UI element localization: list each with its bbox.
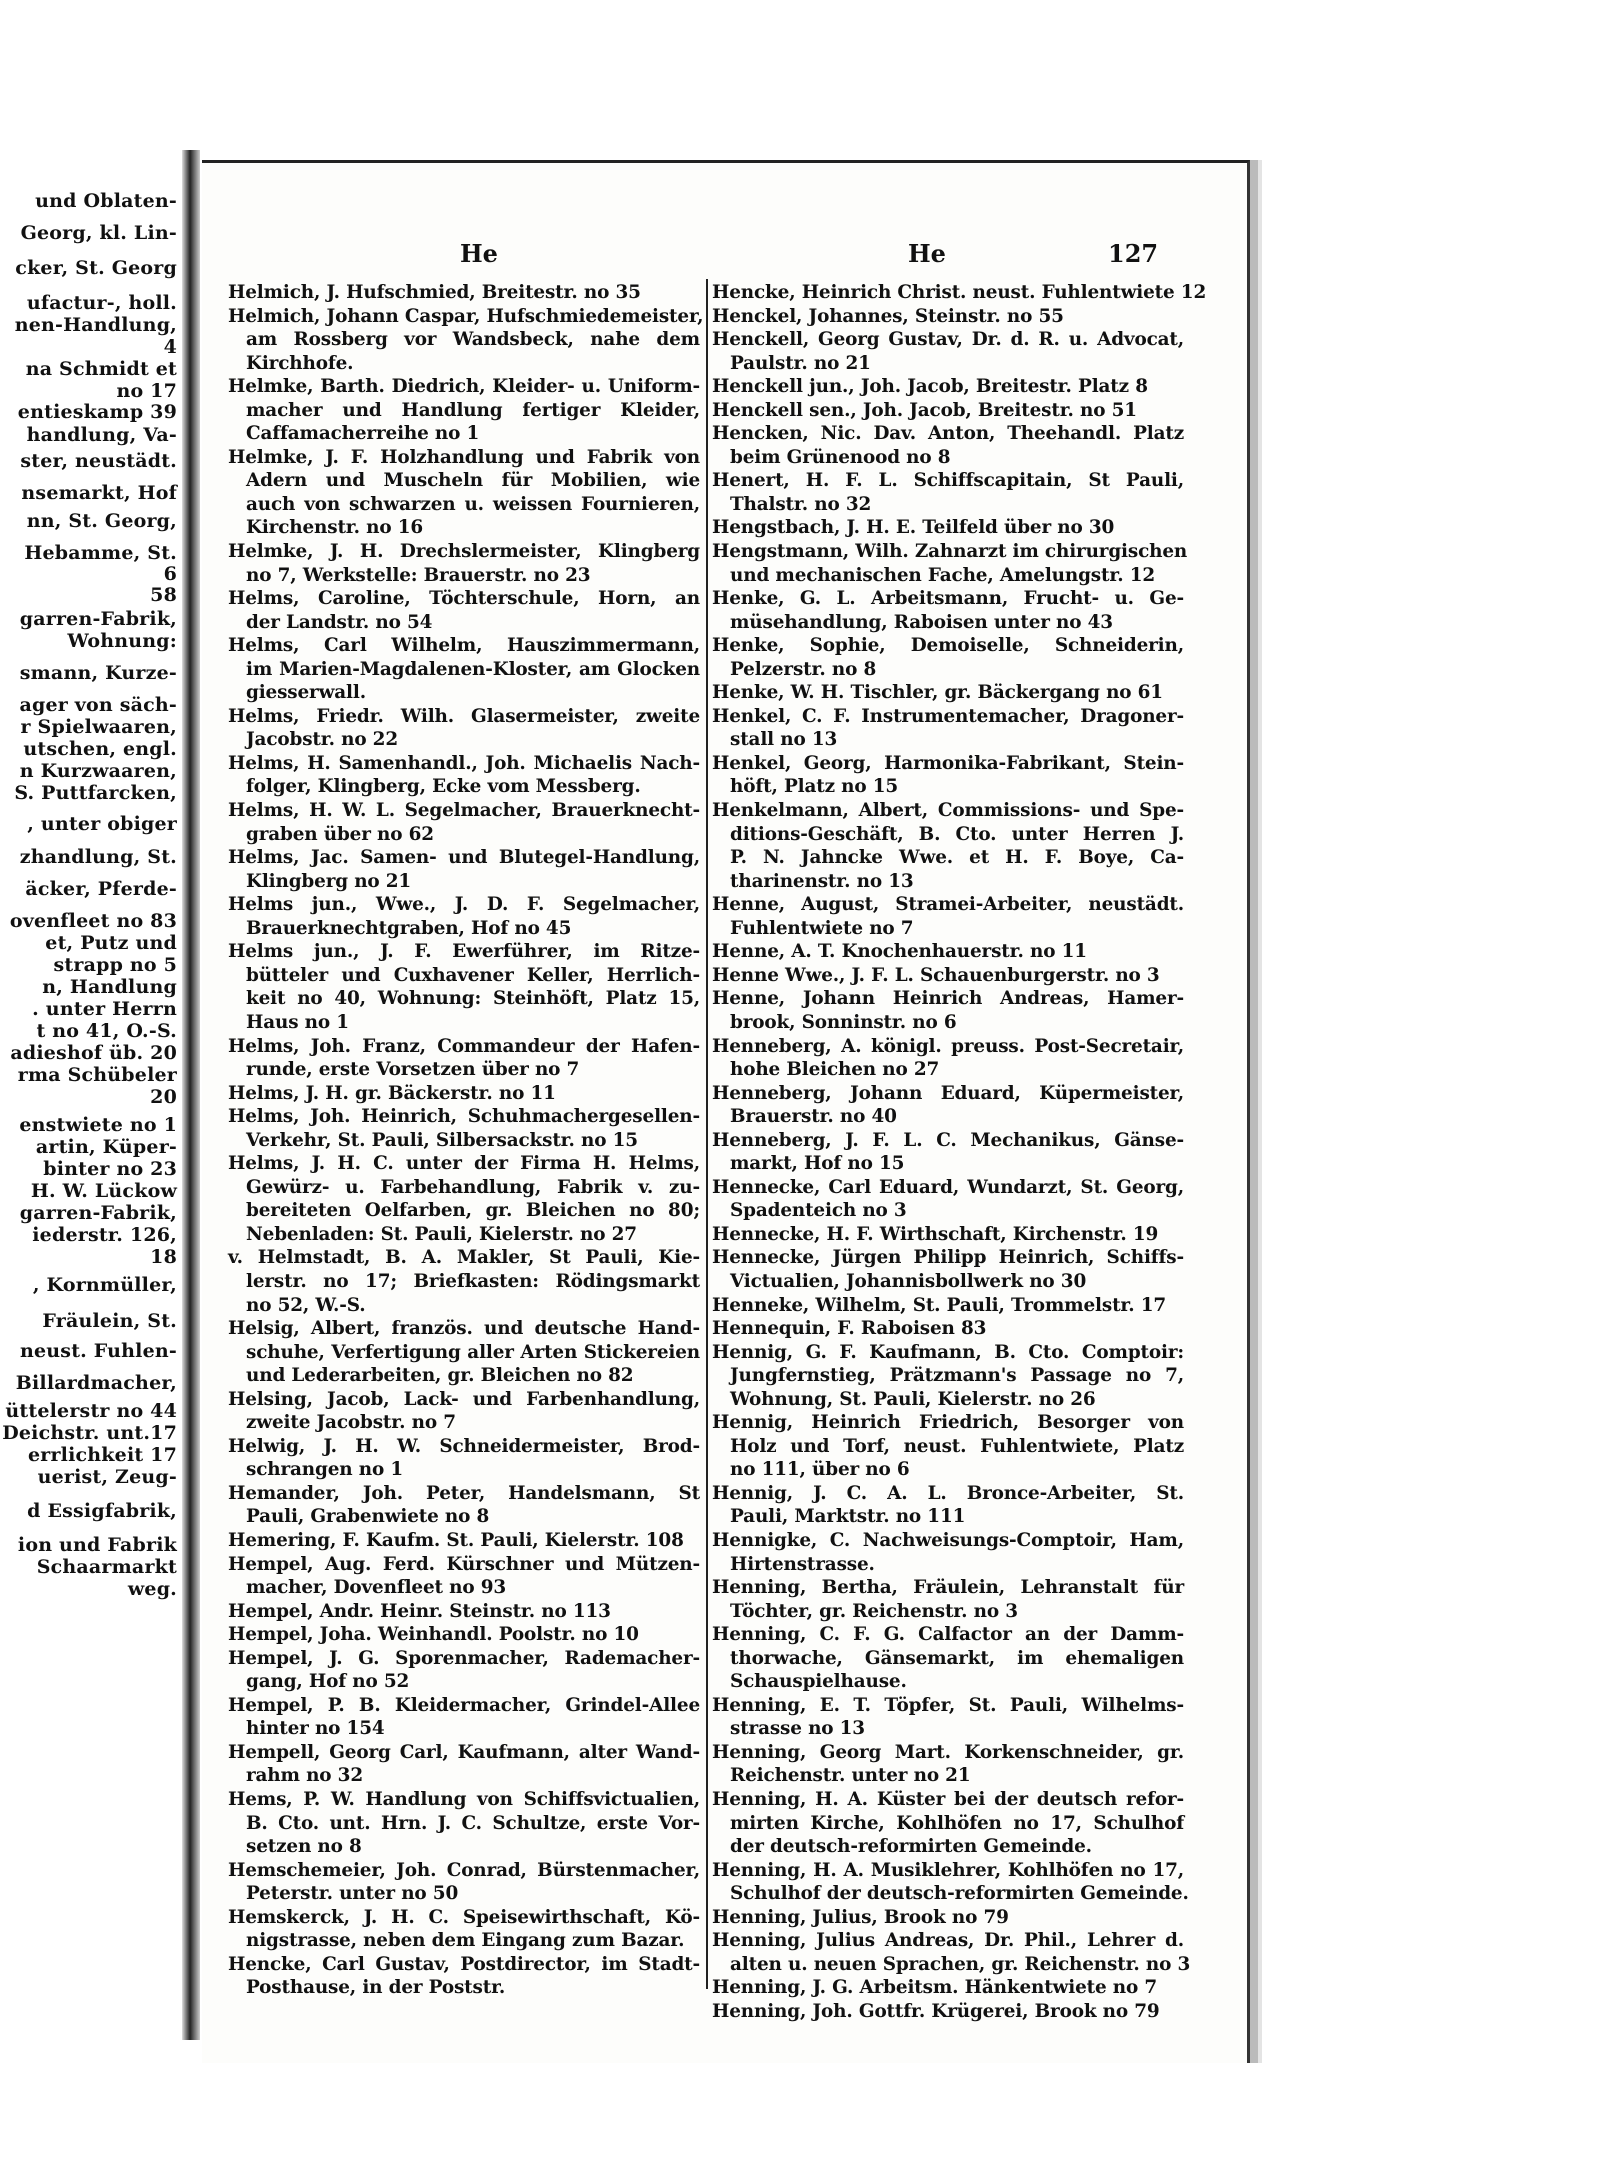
directory-entry-continuation: Holz und Torf, neust. Fuhlentwiete, Platz xyxy=(730,1435,1184,1457)
directory-entry-line: Henkel, C. F. Instrumentemacher, Dragoner- xyxy=(712,705,1184,727)
left-page-fragment: Georg, kl. Lin- xyxy=(20,222,177,244)
directory-entry-line: Hennig, J. C. A. L. Bronce-Arbeiter, St. xyxy=(712,1482,1184,1504)
directory-entry-line: Henkel, Georg, Harmonika-Fabrikant, Stein- xyxy=(712,752,1184,774)
directory-entry-continuation: markt, Hof no 15 xyxy=(730,1153,905,1175)
left-page-fragment: nn, St. Georg, xyxy=(26,510,177,532)
directory-entry-line: Henkelmann, Albert, Commissions- und Spe- xyxy=(712,800,1184,822)
left-page-fragment: garren-Fabrik, xyxy=(19,1202,177,1224)
left-page-fragment: ager von säch- xyxy=(19,694,177,716)
directory-entry-continuation: Nebenladen: St. Pauli, Kielerstr. no 27 xyxy=(246,1223,637,1245)
left-page-fragment: et, Putz und xyxy=(45,932,177,954)
directory-entry-continuation: Schauspielhause. xyxy=(730,1671,907,1693)
directory-entry-continuation: Reichenstr. unter no 21 xyxy=(730,1765,971,1787)
directory-entry-continuation: bütteler und Cuxhavener Keller, Herrlich- xyxy=(246,964,700,986)
directory-entry-line: Henning, Joh. Gottfr. Krügerei, Brook no 79 xyxy=(712,2000,1160,2022)
left-page-fragment: handlung, Va- xyxy=(26,424,177,446)
page-number: 127 xyxy=(1108,239,1159,268)
left-page-fragment: r Spielwaaren, xyxy=(20,716,177,738)
directory-entry-line: Henckell sen., Joh. Jacob, Breitestr. no 51 xyxy=(712,399,1137,421)
directory-entry-continuation: ditions-Geschäft, B. Cto. unter Herren J. xyxy=(730,823,1184,845)
directory-entry-continuation: hohe Bleichen no 27 xyxy=(730,1059,940,1081)
left-page-fragment: Wohnung: xyxy=(67,630,177,652)
directory-entry-continuation: strasse no 13 xyxy=(730,1718,865,1740)
directory-entry-continuation: gang, Hof no 52 xyxy=(246,1671,410,1693)
left-page-fragment: smann, Kurze- xyxy=(19,662,177,684)
directory-entry-continuation: am Rossberg vor Wandsbeck, nahe dem xyxy=(246,329,700,351)
directory-entry-line: Helms, J. H. gr. Bäckerstr. no 11 xyxy=(228,1082,556,1104)
directory-entry-line: Helmke, Barth. Diedrich, Kleider- u. Uniform- xyxy=(228,376,700,398)
directory-entry-line: Hemskerck, J. H. C. Speisewirthschaft, Kö- xyxy=(228,1906,700,1928)
directory-entry-continuation: und Lederarbeiten, gr. Bleichen no 82 xyxy=(246,1365,634,1387)
directory-entry-line: Hennecke, H. F. Wirthschaft, Kirchenstr. 19 xyxy=(712,1223,1159,1245)
directory-entry-continuation: Jungfernstieg, Prätzmann's Passage no 7, xyxy=(730,1365,1184,1387)
directory-entry-continuation: setzen no 8 xyxy=(246,1836,362,1858)
left-page-fragment: uerist, Zeug- xyxy=(37,1466,177,1488)
directory-entry-line: Hempel, Aug. Ferd. Kürschner und Mützen- xyxy=(228,1553,700,1575)
directory-entry-line: Helms jun., J. F. Ewerführer, im Ritze- xyxy=(228,941,700,963)
directory-entry-continuation: folger, Klingberg, Ecke vom Messberg. xyxy=(246,776,641,798)
left-page-fragment: artin, Küper- xyxy=(35,1136,177,1158)
left-page-fragment: weg. xyxy=(127,1578,177,1600)
page-header xyxy=(202,239,1247,273)
directory-entry-line: Hengstbach, J. H. E. Teilfeld über no 30 xyxy=(712,517,1115,539)
directory-entry-continuation: Victualien, Johannisbollwerk no 30 xyxy=(730,1270,1087,1292)
left-page-fragment: 18 xyxy=(150,1246,177,1268)
left-page-fragment: nsemarkt, Hof xyxy=(21,482,177,504)
left-page-fragment: n Kurzwaaren, xyxy=(19,760,177,782)
directory-entry-line: Hencken, Nic. Dav. Anton, Theehandl. Platz xyxy=(712,423,1184,445)
directory-entry-line: v. Helmstadt, B. A. Makler, St Pauli, Kie- xyxy=(228,1247,700,1269)
left-page-fragment: S. Puttfarcken, xyxy=(14,782,177,804)
left-page-fragment: . unter Herrn xyxy=(32,998,177,1020)
left-page-fragment: 4 xyxy=(163,336,177,358)
directory-entry-continuation: Spadenteich no 3 xyxy=(730,1200,907,1222)
directory-entry-line: Hempel, Andr. Heinr. Steinstr. no 113 xyxy=(228,1600,611,1622)
directory-entry-continuation: Klingberg no 21 xyxy=(246,870,412,892)
directory-entry-continuation: alten u. neuen Sprachen, gr. Reichenstr. no 3 xyxy=(730,1953,1191,1975)
directory-entry-line: Henning, Georg Mart. Korkenschneider, gr. xyxy=(712,1741,1184,1763)
left-page-fragment: iederstr. 126, xyxy=(32,1224,177,1246)
left-page-fragment: Fräulein, St. xyxy=(42,1310,177,1332)
left-page-fragment: adieshof üb. 20 xyxy=(10,1042,177,1064)
left-page-fragment: ufactur-, holl. xyxy=(26,292,177,314)
directory-entry-continuation: beim Grünenood no 8 xyxy=(730,446,951,468)
directory-entry-continuation: zweite Jacobstr. no 7 xyxy=(246,1412,456,1434)
left-page-fragment: t no 41, O.-S. xyxy=(36,1020,177,1042)
directory-entry-continuation: Fuhlentwiete no 7 xyxy=(730,917,914,939)
directory-entry-continuation: Posthause, in der Poststr. xyxy=(246,1977,506,1999)
left-page-fragment: üttelerstr no 44 xyxy=(5,1400,177,1422)
directory-entry-line: Henneberg, J. F. L. C. Mechanikus, Gänse- xyxy=(712,1129,1184,1151)
left-page-fragment: und Oblaten- xyxy=(35,190,177,212)
directory-entry-continuation: thorwache, Gänsemarkt, im ehemaligen xyxy=(730,1647,1184,1669)
directory-entry-continuation: Paulstr. no 21 xyxy=(730,352,871,374)
directory-entry-line: Hempel, Joha. Weinhandl. Poolstr. no 10 xyxy=(228,1624,639,1646)
directory-entry-line: Helms, H. W. L. Segelmacher, Brauerknecht- xyxy=(228,800,700,822)
directory-entry-continuation: Haus no 1 xyxy=(246,1011,349,1033)
directory-entry-line: Henne, August, Stramei-Arbeiter, neustädt. xyxy=(712,894,1184,916)
directory-entry-line: Henning, Bertha, Fräulein, Lehranstalt für xyxy=(712,1577,1184,1599)
left-page-fragment: neust. Fuhlen- xyxy=(19,1340,177,1362)
left-page-fragment: ion und Fabrik xyxy=(17,1534,177,1556)
left-page-fragment: binter no 23 xyxy=(43,1158,177,1180)
directory-entry-continuation: bereiteten Oelfarben, gr. Bleichen no 80; xyxy=(246,1200,700,1222)
directory-entry-continuation: Gewürz- u. Farbehandlung, Fabrik v. zu- xyxy=(246,1176,700,1198)
directory-entry-line: Henckel, Johannes, Steinstr. no 55 xyxy=(712,305,1064,327)
directory-entry-line: Henning, H. A. Küster bei der deutsch refor- xyxy=(712,1789,1184,1810)
directory-entry-line: Henning, E. T. Töpfer, St. Pauli, Wilhelms- xyxy=(712,1694,1184,1716)
right-column xyxy=(712,281,1207,2023)
left-page-fragment: entieskamp 39 xyxy=(17,401,177,423)
directory-entry-line: Henneberg, Johann Eduard, Küpermeister, xyxy=(712,1082,1184,1104)
directory-entry-continuation: B. Cto. unt. Hrn. J. C. Schultze, erste Vor- xyxy=(246,1812,700,1834)
left-page-fragment: ster, neustädt. xyxy=(20,450,177,472)
directory-entry-continuation: keit no 40, Wohnung: Steinhöft, Platz 15, xyxy=(246,988,700,1010)
directory-entry-line: Helms, Joh. Heinrich, Schuhmachergesellen- xyxy=(228,1106,700,1128)
directory-entry-line: Henning, Julius Andreas, Dr. Phil., Lehrer d. xyxy=(712,1930,1184,1952)
directory-entry-line: Hennig, G. F. Kaufmann, B. Cto. Comptoir: xyxy=(712,1341,1184,1363)
directory-entry-continuation: Brauerknechtgraben, Hof no 45 xyxy=(246,917,572,939)
directory-entry-line: Henning, H. A. Musiklehrer, Kohlhöfen no 17, xyxy=(712,1859,1184,1881)
directory-entry-line: Henke, W. H. Tischler, gr. Bäckergang no 61 xyxy=(712,682,1163,704)
directory-entry-line: Hempel, P. B. Kleidermacher, Grindel-Allee xyxy=(228,1694,700,1716)
directory-entry-continuation: und mechanischen Fache, Amelungstr. 12 xyxy=(730,564,1156,586)
left-page-fragment: garren-Fabrik, xyxy=(19,608,177,630)
left-page-fragment: errlichkeit 17 xyxy=(27,1444,177,1466)
directory-entry-line: Henert, H. F. L. Schiffscapitain, St Pauli, xyxy=(712,470,1184,492)
left-page-fragment: , unter obiger xyxy=(27,813,177,835)
directory-entry-line: Helms, J. H. C. unter der Firma H. Helms, xyxy=(228,1153,700,1175)
directory-entry-line: Henckell jun., Joh. Jacob, Breitestr. Platz 8 xyxy=(712,376,1148,398)
directory-entry-continuation: schrangen no 1 xyxy=(246,1459,403,1481)
directory-entry-line: Hennecke, Carl Eduard, Wundarzt, St. Georg, xyxy=(712,1176,1184,1198)
book-gutter xyxy=(182,150,200,2040)
left-page-fragment: d Essigfabrik, xyxy=(27,1500,177,1522)
directory-entry-line: Hemander, Joh. Peter, Handelsmann, St xyxy=(228,1482,700,1504)
left-page-fragment: Schaarmarkt xyxy=(36,1556,177,1578)
left-facing-page xyxy=(0,150,185,2050)
directory-entry-continuation: Wohnung, St. Pauli, Kielerstr. no 26 xyxy=(730,1388,1096,1410)
directory-entry-continuation: höft, Platz no 15 xyxy=(730,776,899,798)
directory-entry-continuation: no 52, W.-S. xyxy=(246,1294,366,1316)
directory-entry-continuation: mirten Kirche, Kohlhöfen no 17, Schulhof xyxy=(730,1812,1184,1834)
directory-entry-continuation: Töchter, gr. Reichenstr. no 3 xyxy=(730,1600,1018,1622)
directory-entry-line: Henning, C. F. G. Calfactor an der Damm- xyxy=(712,1624,1184,1646)
directory-entry-continuation: tharinenstr. no 13 xyxy=(730,870,914,892)
directory-entry-line: Helms, Jac. Samen- und Blutegel-Handlung, xyxy=(228,847,700,869)
directory-entry-line: Henneke, Wilhelm, St. Pauli, Trommelstr. 17 xyxy=(712,1294,1167,1316)
directory-entry-continuation: Pelzerstr. no 8 xyxy=(730,658,877,680)
directory-entry-line: Henne, Johann Heinrich Andreas, Hamer- xyxy=(712,988,1184,1010)
left-column-heading: He xyxy=(460,239,498,268)
directory-entry-continuation: graben über no 62 xyxy=(246,823,434,845)
directory-entry-continuation: hinter no 154 xyxy=(246,1718,385,1740)
left-page-fragment: ovenfleet no 83 xyxy=(9,910,177,932)
directory-entry-continuation: rahm no 32 xyxy=(246,1765,363,1787)
directory-entry-line: Hennigke, C. Nachweisungs-Comptoir, Ham, xyxy=(712,1529,1184,1551)
directory-entry-line: Helms, Carl Wilhelm, Hauszimmermann, xyxy=(228,635,700,657)
right-column-heading: He xyxy=(908,239,946,268)
right-page xyxy=(202,160,1250,2063)
directory-entry-line: Hennecke, Jürgen Philipp Heinrich, Schiffs- xyxy=(712,1247,1184,1269)
directory-entry-continuation: macher und Handlung fertiger Kleider, xyxy=(246,399,700,421)
directory-entry-line: Henke, G. L. Arbeitsmann, Frucht- u. Ge- xyxy=(712,588,1184,610)
directory-entry-continuation: no 7, Werkstelle: Brauerstr. no 23 xyxy=(246,564,591,586)
directory-entry-line: Hempel, J. G. Sporenmacher, Rademacher- xyxy=(228,1647,700,1669)
directory-entry-continuation: Pauli, Grabenwiete no 8 xyxy=(246,1506,490,1528)
left-page-fragment: äcker, Pferde- xyxy=(25,878,177,900)
directory-entry-continuation: im Marien-Magdalenen-Kloster, am Glocken xyxy=(246,658,700,680)
directory-entry-continuation: Jacobstr. no 22 xyxy=(246,729,398,751)
directory-entry-continuation: auch von schwarzen u. weissen Fournieren, xyxy=(246,493,700,515)
left-page-fragment: Billardmacher, xyxy=(15,1372,177,1394)
left-page-fragment: H. W. Lückow xyxy=(30,1180,177,1202)
left-page-fragment: no 17 xyxy=(116,380,177,402)
directory-entry-line: Helmke, J. H. Drechslermeister, Klingberg xyxy=(228,541,700,563)
directory-entry-line: Helmich, J. Hufschmied, Breitestr. no 35 xyxy=(228,282,641,303)
left-page-fragment: n, Handlung xyxy=(42,976,177,998)
directory-entry-continuation: brook, Sonninstr. no 6 xyxy=(730,1011,957,1033)
directory-entry-line: Helms, Friedr. Wilh. Glasermeister, zweite xyxy=(228,705,700,727)
directory-entry-line: Helms jun., Wwe., J. D. F. Segelmacher, xyxy=(228,894,700,916)
directory-entry-line: Helwig, J. H. W. Schneidermeister, Brod- xyxy=(228,1435,700,1457)
directory-entry-continuation: Caffamacherreihe no 1 xyxy=(246,423,480,445)
directory-entry-continuation: no 111, über no 6 xyxy=(730,1459,910,1481)
directory-entry-line: Hemschemeier, Joh. Conrad, Bürstenmacher, xyxy=(228,1859,700,1881)
left-page-fragment: utschen, engl. xyxy=(23,738,177,760)
directory-entry-line: Hencke, Heinrich Christ. neust. Fuhlentwiete 12 xyxy=(712,282,1207,303)
directory-entry-line: Henke, Sophie, Demoiselle, Schneiderin, xyxy=(712,635,1184,657)
directory-entry-line: Helms, Caroline, Töchterschule, Horn, an xyxy=(228,588,700,610)
directory-entry-continuation: Hirtenstrasse. xyxy=(730,1553,875,1575)
left-page-fragment: zhandlung, St. xyxy=(19,846,177,868)
left-page-fragment: 6 xyxy=(163,563,177,585)
left-page-fragment: na Schmidt et xyxy=(25,358,177,380)
directory-entry-continuation: lerstr. no 17; Briefkasten: Rödingsmarkt xyxy=(246,1270,700,1292)
directory-entry-continuation: giesserwall. xyxy=(246,682,366,704)
left-page-fragment: enstwiete no 1 xyxy=(19,1114,177,1136)
directory-entry-line: Hencke, Carl Gustav, Postdirector, im Stadt- xyxy=(228,1953,700,1975)
directory-entry-line: Hempell, Georg Carl, Kaufmann, alter Wand- xyxy=(228,1741,700,1763)
directory-entry-continuation: runde, erste Vorsetzen über no 7 xyxy=(246,1059,580,1081)
directory-entry-continuation: Kirchenstr. no 16 xyxy=(246,517,424,539)
left-page-fragment: , Kornmüller, xyxy=(32,1274,177,1296)
left-page-fragment: Hebamme, St. xyxy=(24,542,177,564)
directory-entry-line: Henneberg, A. königl. preuss. Post-Secretair, xyxy=(712,1035,1184,1057)
directory-entry-continuation: Pauli, Marktstr. no 111 xyxy=(730,1506,966,1528)
left-page-fragment: nen-Handlung, xyxy=(14,314,177,336)
directory-entry-line: Helms, Joh. Franz, Commandeur der Hafen- xyxy=(228,1035,700,1057)
directory-entry-line: Hennequin, F. Raboisen 83 xyxy=(712,1318,987,1340)
directory-entry-continuation: Schulhof der deutsch-reformirten Gemeinde. xyxy=(730,1883,1189,1905)
directory-entry-line: Helmich, Johann Caspar, Hufschmiedemeister, xyxy=(228,305,704,327)
directory-entry-continuation: müsehandlung, Raboisen unter no 43 xyxy=(730,611,1113,633)
directory-entry-line: Henne Wwe., J. F. L. Schauenburgerstr. no 3 xyxy=(712,964,1160,986)
left-page-fragment: 20 xyxy=(150,1086,177,1108)
directory-entry-line: Henckell, Georg Gustav, Dr. d. R. u. Advocat, xyxy=(712,329,1184,351)
directory-entry-line: Hemering, F. Kaufm. St. Pauli, Kielerstr. 108 xyxy=(228,1529,684,1551)
directory-entry-continuation: macher, Dovenfleet no 93 xyxy=(246,1577,507,1599)
left-page-fragment: Deichstr. unt.17 xyxy=(2,1422,177,1444)
directory-entry-continuation: der deutsch-reformirten Gemeinde. xyxy=(730,1836,1092,1858)
directory-entry-continuation: Kirchhofe. xyxy=(246,352,354,374)
left-page-fragment: strapp no 5 xyxy=(53,954,177,976)
column-divider xyxy=(706,279,708,1989)
directory-entry-continuation: Verkehr, St. Pauli, Silbersackstr. no 15 xyxy=(246,1129,638,1151)
directory-entry-line: Henning, Julius, Brook no 79 xyxy=(712,1906,1009,1928)
directory-entry-line: Hems, P. W. Handlung von Schiffsvictualien, xyxy=(228,1789,700,1810)
directory-entry-continuation: Peterstr. unter no 50 xyxy=(246,1883,459,1905)
directory-entry-line: Helsig, Albert, französ. und deutsche Hand- xyxy=(228,1318,700,1340)
directory-entry-line: Helsing, Jacob, Lack- und Farbenhandlung, xyxy=(228,1388,700,1410)
directory-entry-continuation: stall no 13 xyxy=(730,729,838,751)
directory-entry-line: Hennig, Heinrich Friedrich, Besorger von xyxy=(712,1412,1184,1434)
directory-entry-line: Helms, H. Samenhandl., Joh. Michaelis Nach- xyxy=(228,752,700,774)
left-column xyxy=(228,281,704,2000)
directory-entry-line: Helmke, J. F. Holzhandlung und Fabrik von xyxy=(228,446,700,468)
directory-entry-continuation: nigstrasse, neben dem Eingang zum Bazar. xyxy=(246,1930,685,1952)
directory-entry-continuation: Thalstr. no 32 xyxy=(730,493,872,515)
directory-entry-line: Henning, J. G. Arbeitsm. Hänkentwiete no 7 xyxy=(712,1977,1158,1999)
left-page-fragment: cker, St. Georg xyxy=(15,257,177,279)
directory-entry-continuation: Brauerstr. no 40 xyxy=(730,1106,897,1128)
directory-entry-continuation: schuhe, Verfertigung aller Arten Stickereien xyxy=(246,1341,700,1363)
left-page-fragment: 58 xyxy=(150,584,177,606)
left-page-fragment: rma Schübeler xyxy=(17,1064,177,1086)
directory-entry-continuation: P. N. Jahncke Wwe. et H. F. Boye, Ca- xyxy=(730,847,1184,869)
directory-entry-line: Hengstmann, Wilh. Zahnarzt im chirurgischen xyxy=(712,541,1188,563)
directory-entry-line: Henne, A. T. Knochenhauerstr. no 11 xyxy=(712,941,1087,963)
directory-entry-continuation: der Landstr. no 54 xyxy=(246,611,433,633)
directory-entry-continuation: Adern und Muscheln für Mobilien, wie xyxy=(246,470,700,492)
